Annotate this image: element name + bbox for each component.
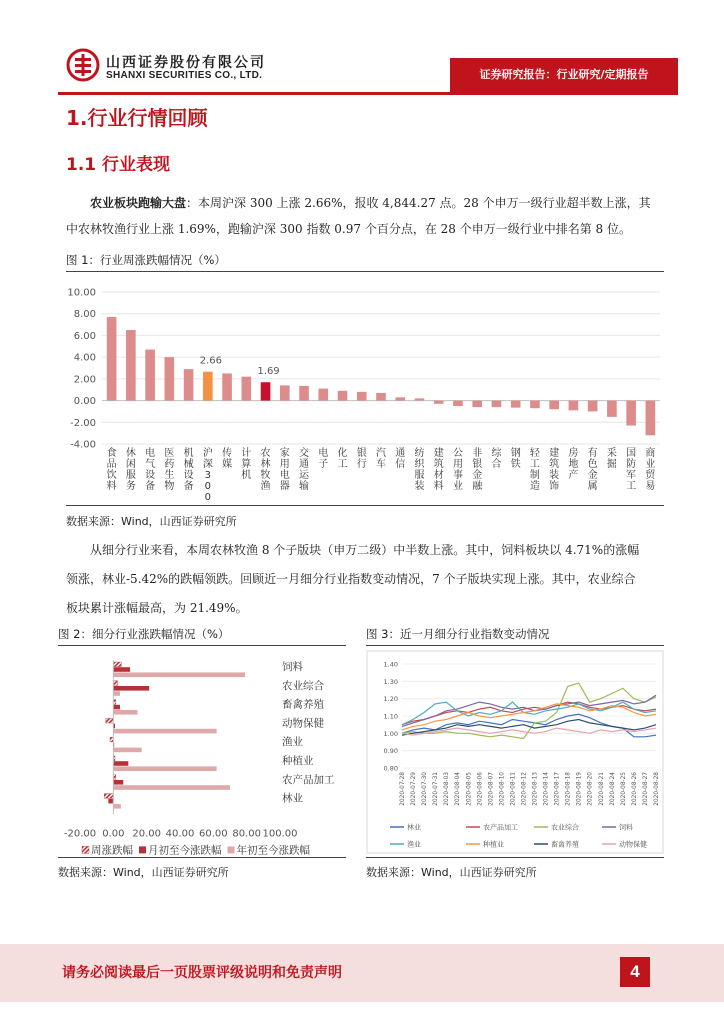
legend-label: 年初至今涨跌幅 [236, 844, 310, 857]
x-tick-label: 纺织服装 [414, 448, 425, 492]
x-tick-label: 化工 [337, 448, 348, 470]
x-tick-label: -20.00 [63, 828, 97, 840]
x-tick-label: 轻工制造 [529, 448, 540, 492]
y-tick-label: 0.80 [383, 764, 398, 773]
figure-1-caption: 图 1：行业周涨跌幅情况（%） [66, 253, 226, 267]
x-tick-label: 电气设备 [145, 448, 156, 492]
x-tick-label: 机械设备 [183, 448, 194, 492]
bar-汽车 [376, 393, 386, 401]
figure-3-caption: 图 3：近一月细分行业指数变动情况 [366, 627, 550, 641]
x-tick-label: 2020-07-29 [411, 772, 418, 806]
x-tick-label: 采掘 [606, 448, 617, 470]
bar-畜禽养殖-月初至今涨跌幅 [113, 705, 120, 710]
x-tick-label: 农林牧渔 [260, 448, 271, 492]
bar-动物保健-周涨跌幅 [106, 718, 114, 723]
paragraph-sub-industry [66, 536, 664, 623]
bar-农林牧渔 [261, 382, 271, 400]
x-tick-label: 2020-08-19 [576, 772, 583, 806]
x-tick-label: 2020-07-31 [433, 772, 440, 806]
legend-label: 动物保健 [619, 840, 647, 849]
y-tick-label: 10.00 [67, 287, 96, 299]
paragraph-text: 中农林牧渔行业上涨 1.69%，跑输沪深 300 指数 0.97 个百分点，在 28 个申万一级行业中排名第 8 位。 [66, 222, 631, 236]
x-tick-label: 建筑材料 [433, 448, 444, 492]
section-heading: 1.行业行情回顾 [66, 106, 208, 130]
x-tick-label: 2020-08-04 [455, 772, 462, 806]
legend-label: 农产品加工 [483, 823, 518, 832]
bar-种植业-月初至今涨跌幅 [113, 761, 128, 766]
bar-农业综合-年初至今涨跌幅 [113, 691, 120, 696]
figure-1-bottom-rule [66, 505, 664, 506]
company-name-cn: 山西证券股份有限公司 [106, 55, 266, 71]
x-tick-label: 20.00 [132, 828, 161, 840]
bar-农业综合-周涨跌幅 [113, 681, 117, 686]
x-tick-label: 公用事业 [452, 448, 463, 492]
paragraph-text: ：本周沪深 300 上涨 2.66%，报收 4,844.27 点。28 个申万一级行业超半数上涨，其 [186, 196, 651, 210]
bar-畜禽养殖-年初至今涨跌幅 [113, 710, 137, 715]
bar-银行 [357, 392, 367, 401]
footer-disclaimer: 请务必阅读最后一页股票评级说明和免责声明 [62, 965, 342, 981]
bar-交通运输 [299, 386, 309, 401]
sub-industry-index-trend-chart [366, 650, 666, 855]
bar-休闲服务 [126, 330, 136, 401]
bar-化工 [338, 391, 348, 401]
figure-2-source: 数据来源：Wind，山西证券研究所 [58, 866, 229, 879]
paragraph-market-summary [66, 190, 664, 242]
x-tick-label: 银行 [356, 448, 367, 470]
x-tick-label: 2020-08-06 [477, 772, 484, 806]
legend-label: 月初至今涨跌幅 [148, 844, 222, 857]
legend-swatch [82, 846, 89, 853]
x-tick-label: 电子 [318, 448, 329, 470]
x-tick-label: 2020-08-07 [488, 772, 495, 806]
bar-非银金融 [472, 401, 482, 408]
bar-房地产 [569, 401, 579, 411]
x-tick-label: 2020-07-28 [400, 772, 406, 806]
x-tick-label: 国防军工 [626, 448, 637, 492]
bar-农产品加工-月初至今涨跌幅 [113, 780, 123, 785]
bar-有色金属 [588, 401, 598, 412]
paragraph-text: 从细分行业来看，本周农林牧渔 8 个子版块（申万二级）中半数上涨。其中，饲料板块以 4.71%的涨幅 [90, 543, 640, 557]
bar-电子 [318, 389, 328, 401]
bar-林业-年初至今涨跌幅 [113, 804, 121, 809]
x-tick-label: 有色金属 [587, 448, 598, 492]
figure-3-top-rule [366, 645, 664, 646]
header-rule [58, 92, 678, 95]
y-tick-label: 2.00 [73, 374, 96, 386]
y-tick-label: 0.90 [383, 747, 398, 756]
x-tick-label: 医药生物 [164, 448, 175, 492]
bar-饲料-周涨跌幅 [113, 662, 121, 667]
x-tick-label: 综合 [491, 448, 502, 470]
y-tick-label: 1.20 [383, 695, 398, 704]
bar-通信 [395, 397, 405, 400]
y-tick-label: 0.00 [73, 396, 96, 408]
x-tick-label: 2020-08-03 [444, 772, 451, 806]
data-label: 2.66 [199, 355, 222, 367]
bar-商业贸易 [646, 401, 656, 436]
figure-1-source: 数据来源：Wind，山西证券研究所 [66, 515, 237, 528]
x-tick-label: 2020-08-21 [598, 772, 605, 806]
report-type-tag: 证券研究报告：行业研究/定期报告 [450, 58, 678, 92]
category-label: 动物保健 [282, 717, 324, 730]
figure-3-source: 数据来源：Wind，山西证券研究所 [366, 866, 537, 879]
legend-label: 饲料 [619, 823, 633, 832]
y-tick-label: 4.00 [73, 352, 96, 364]
x-tick-label: 交通运输 [299, 448, 310, 492]
figure-3-bottom-rule [366, 857, 664, 858]
x-tick-label: 2020-08-20 [587, 772, 594, 806]
x-tick-label: 2020-08-28 [654, 772, 660, 806]
paragraph-lead: 农业板块跑输大盘 [90, 196, 187, 210]
bar-纺织服装 [415, 398, 425, 400]
x-tick-label: 2020-08-05 [466, 772, 473, 806]
bar-渔业-周涨跌幅 [110, 737, 113, 742]
x-tick-label: 2020-08-18 [565, 772, 572, 806]
y-tick-label: 6.00 [73, 330, 96, 342]
bar-农业综合-月初至今涨跌幅 [113, 686, 149, 691]
bar-饲料-年初至今涨跌幅 [113, 672, 245, 677]
bar-轻工制造 [530, 401, 540, 409]
shanxi-securities-logo-icon [66, 48, 100, 82]
legend-swatch [139, 846, 146, 853]
legend-swatch [228, 846, 235, 853]
bar-公用事业 [453, 401, 463, 406]
bar-电气设备 [145, 350, 155, 401]
paragraph-text: 板块累计涨幅最高，为 21.49%。 [66, 601, 248, 615]
category-label: 种植业 [282, 755, 314, 767]
legend-label: 周涨跌幅 [91, 844, 133, 857]
y-tick-label: 1.40 [383, 660, 398, 669]
sub-industry-change-chart [58, 650, 358, 857]
bar-渔业-年初至今涨跌幅 [113, 748, 141, 753]
legend-label: 种植业 [483, 840, 504, 849]
paragraph-text: 领涨，林业-5.42%的跌幅领跌。回顾近一月细分行业指数变动情况，7 个子版块实现上涨。其中，农业综合 [66, 572, 636, 586]
bar-家用电器 [280, 385, 290, 400]
y-tick-label: 1.10 [383, 712, 398, 721]
bar-机械设备 [184, 369, 194, 400]
x-tick-label: 汽车 [376, 448, 386, 470]
x-tick-label: 钢铁 [510, 448, 521, 470]
bar-钢铁 [511, 401, 521, 408]
x-tick-label: 房地产 [568, 448, 579, 481]
bar-农产品加工-年初至今涨跌幅 [113, 785, 230, 790]
bar-国防军工 [626, 401, 636, 426]
bar-饲料-月初至今涨跌幅 [113, 667, 130, 672]
industry-weekly-change-chart [60, 278, 668, 503]
x-tick-label: 80.00 [232, 828, 261, 840]
figure-1-top-rule [66, 271, 664, 272]
legend-label: 畜禽养殖 [551, 840, 579, 849]
legend-label: 林业 [407, 823, 421, 832]
subsection-heading: 1.1 行业表现 [66, 155, 171, 175]
legend-label: 渔业 [407, 840, 421, 849]
figure-2-caption: 图 2：细分行业涨跌幅情况（%） [58, 627, 230, 641]
x-tick-label: 2020-08-14 [543, 772, 550, 806]
x-tick-label: 2020-08-26 [631, 772, 638, 806]
page-number: 4 [620, 957, 650, 987]
bar-医药生物 [165, 357, 175, 400]
data-label: 1.69 [257, 366, 280, 378]
company-name-en: SHANXI SECURITIES CO., LTD. [106, 70, 263, 81]
y-tick-label: 1.30 [383, 677, 398, 686]
x-tick-label: 2020-08-13 [532, 772, 539, 806]
x-tick-label: 休闲服务 [125, 448, 136, 492]
bar-动物保健-年初至今涨跌幅 [113, 729, 216, 734]
x-tick-label: 0.00 [102, 828, 125, 840]
category-label: 农产品加工 [282, 773, 335, 786]
category-label: 饲料 [282, 661, 303, 673]
y-tick-label: -4.00 [70, 439, 96, 451]
x-tick-label: 通信 [395, 448, 406, 470]
bar-林业-月初至今涨跌幅 [108, 799, 113, 804]
category-label: 农业综合 [282, 679, 324, 692]
x-tick-label: 2020-08-27 [642, 772, 649, 806]
x-tick-label: 商业贸易 [645, 448, 656, 492]
x-tick-label: 2020-08-11 [510, 772, 517, 806]
bar-综合 [492, 401, 502, 408]
legend-label: 农业综合 [551, 823, 579, 832]
x-tick-label: 2020-08-17 [554, 772, 561, 806]
category-label: 渔业 [282, 736, 303, 749]
x-tick-label: 2020-08-12 [521, 772, 528, 806]
figure-2-top-rule [58, 645, 346, 646]
x-tick-label: 建筑装饰 [549, 448, 560, 492]
x-tick-label: 2020-07-30 [422, 772, 429, 806]
x-tick-label: 40.00 [165, 828, 195, 840]
y-tick-label: 1.00 [383, 729, 398, 738]
bar-建筑装饰 [549, 401, 559, 410]
x-tick-label: 2020-08-25 [620, 772, 627, 806]
x-tick-label: 传媒 [222, 448, 233, 470]
bar-种植业-年初至今涨跌幅 [113, 766, 216, 771]
bar-林业-周涨跌幅 [104, 794, 113, 799]
category-label: 林业 [282, 792, 303, 805]
bar-建筑材料 [434, 401, 444, 404]
category-label: 畜禽养殖 [282, 698, 324, 711]
x-tick-label: 100.00 [262, 828, 298, 840]
x-tick-label: 非银金融 [472, 448, 483, 492]
x-tick-label: 2020-08-10 [499, 772, 506, 806]
y-tick-label: -2.00 [70, 417, 96, 429]
x-tick-label: 2020-08-24 [609, 772, 616, 806]
x-tick-label: 家用电器 [279, 448, 290, 492]
bar-传媒 [222, 373, 232, 400]
bar-采掘 [607, 401, 617, 417]
bar-计算机 [242, 377, 252, 401]
x-tick-label: 计算机 [241, 448, 252, 481]
x-tick-label: 食品饮料 [106, 448, 117, 492]
figure-2-bottom-rule [58, 857, 346, 858]
bar-沪深300 [203, 372, 213, 401]
x-tick-label: 60.00 [199, 828, 228, 840]
x-tick-label: 沪深 3 0 0 [202, 448, 213, 503]
bar-食品饮料 [107, 317, 117, 401]
y-tick-label: 8.00 [73, 309, 96, 321]
